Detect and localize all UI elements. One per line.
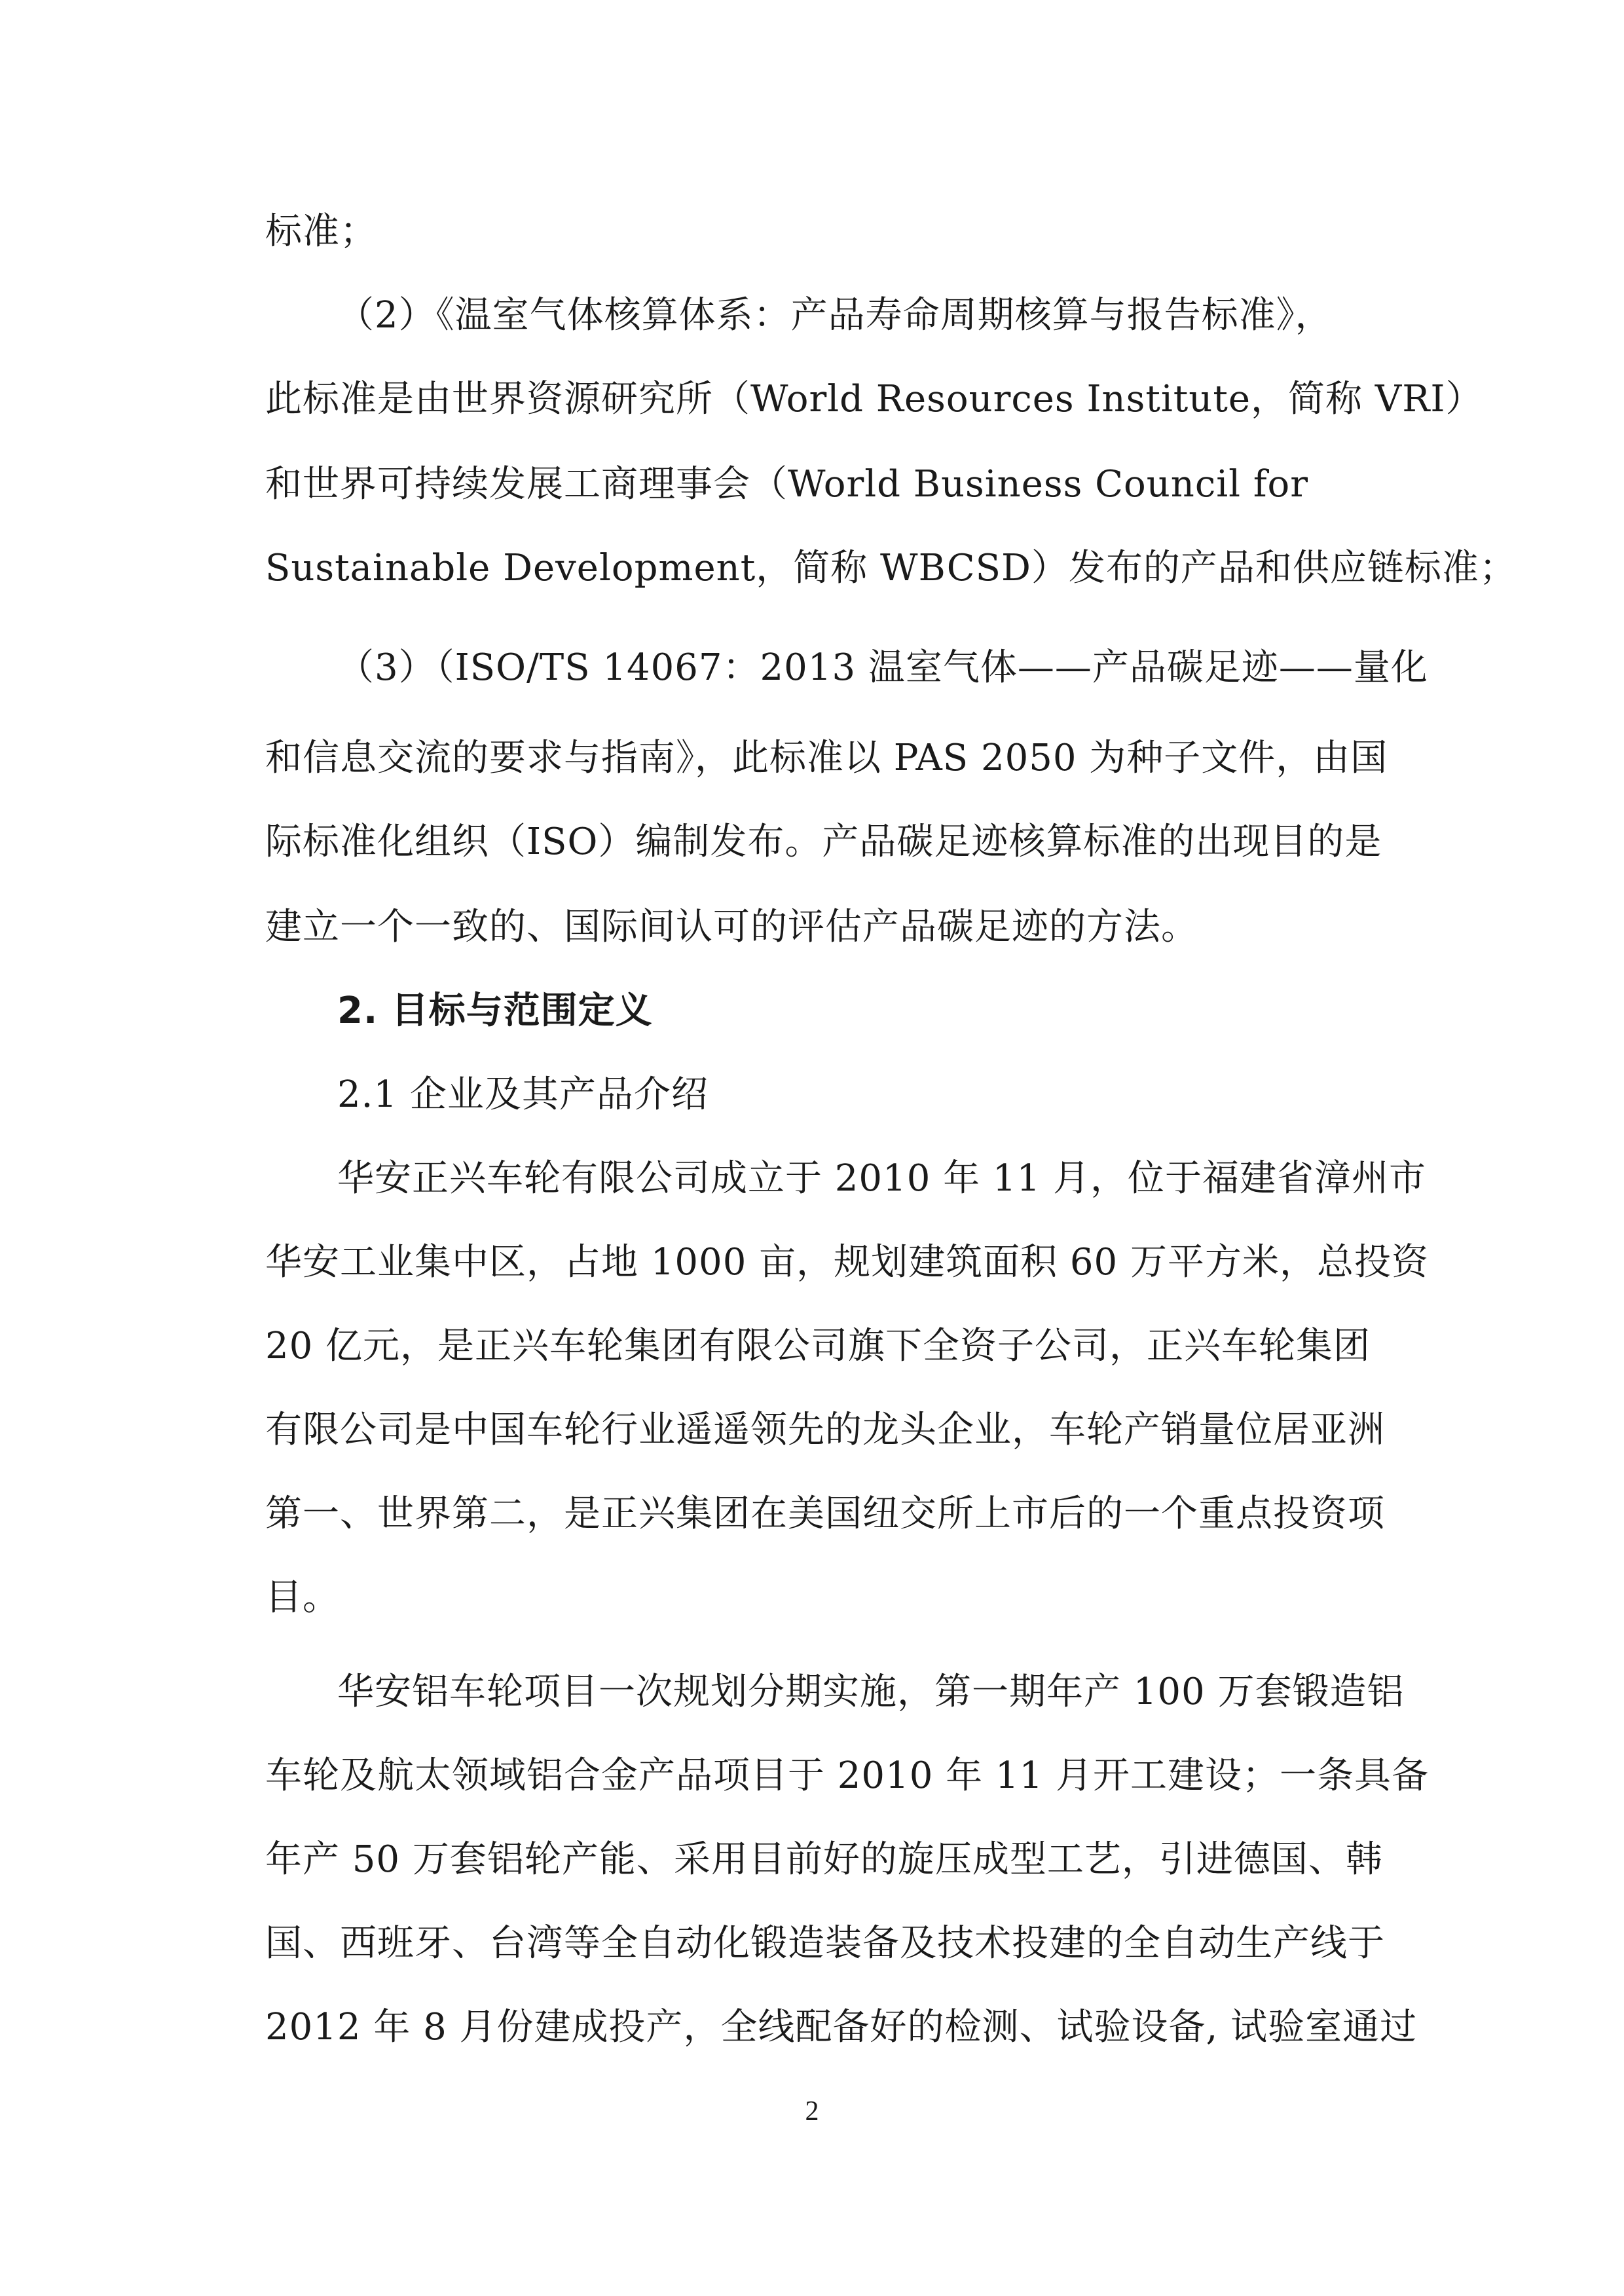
- text-line-2: （2）《温室气体核算体系：产品寿命周期核算与报告标准》，: [337, 294, 1333, 337]
- text-line-16: 第一、世界第二，是正兴集团在美国纽交所上市后的一个重点投资项: [265, 1492, 1385, 1535]
- page-number: 2: [805, 2096, 819, 2126]
- text-line-9: 建立一个一致的、国际间认可的评估产品碳足迹的方法。: [265, 906, 1198, 948]
- text-line-17: 目。: [265, 1576, 340, 1619]
- text-line-22: 2012 年 8 月份建成投产，全线配备好的检测、试验设备, 试验室通过: [265, 2006, 1418, 2048]
- text-line-18: 华安铝车轮项目一次规划分期实施，第一期年产 100 万套锻造铝: [337, 1671, 1405, 1713]
- text-line-19: 车轮及航太领域铝合金产品项目于 2010 年 11 月开工建设；一条具备: [265, 1754, 1429, 1797]
- text-line-6: （3）（ISO/TS 14067：2013 温室气体——产品碳足迹——量化: [337, 646, 1428, 689]
- text-line-13: 华安工业集中区，占地 1000 亩，规划建筑面积 60 万平方米，总投资: [265, 1241, 1429, 1284]
- text-line-15: 有限公司是中国车轮行业遥遥领先的龙头企业，车轮产销量位居亚洲: [265, 1409, 1385, 1451]
- section-heading: 2. 目标与范围定义: [337, 990, 653, 1032]
- text-line-20: 年产 50 万套铝轮产能、采用目前好的旋压成型工艺，引进德国、韩: [265, 1838, 1383, 1881]
- text-line-12: 华安正兴车轮有限公司成立于 2010 年 11 月，位于福建省漳州市: [337, 1157, 1426, 1200]
- text-line-4: 和世界可持续发展工商理事会（World Business Council for: [265, 463, 1309, 506]
- text-line-8: 际标准化组织（ISO）编制发布。产品碳足迹核算标准的出现目的是: [265, 821, 1382, 863]
- text-line-14: 20 亿元，是正兴车轮集团有限公司旗下全资子公司，正兴车轮集团: [265, 1325, 1371, 1367]
- text-line-21: 国、西班牙、台湾等全自动化锻造装备及技术投建的全自动生产线于: [265, 1922, 1385, 1965]
- text-line-1: 标准；: [265, 210, 377, 253]
- text-line-5: Sustainable Development，简称 WBCSD）发布的产品和供应链标准；: [265, 547, 1517, 589]
- text-line-7: 和信息交流的要求与指南》，此标准以 PAS 2050 为种子文件，由国: [265, 737, 1388, 779]
- subsection-heading: 2.1 企业及其产品介绍: [337, 1073, 709, 1116]
- text-line-3: 此标准是由世界资源研究所（World Resources Institute，简称 VRI）: [265, 378, 1483, 420]
